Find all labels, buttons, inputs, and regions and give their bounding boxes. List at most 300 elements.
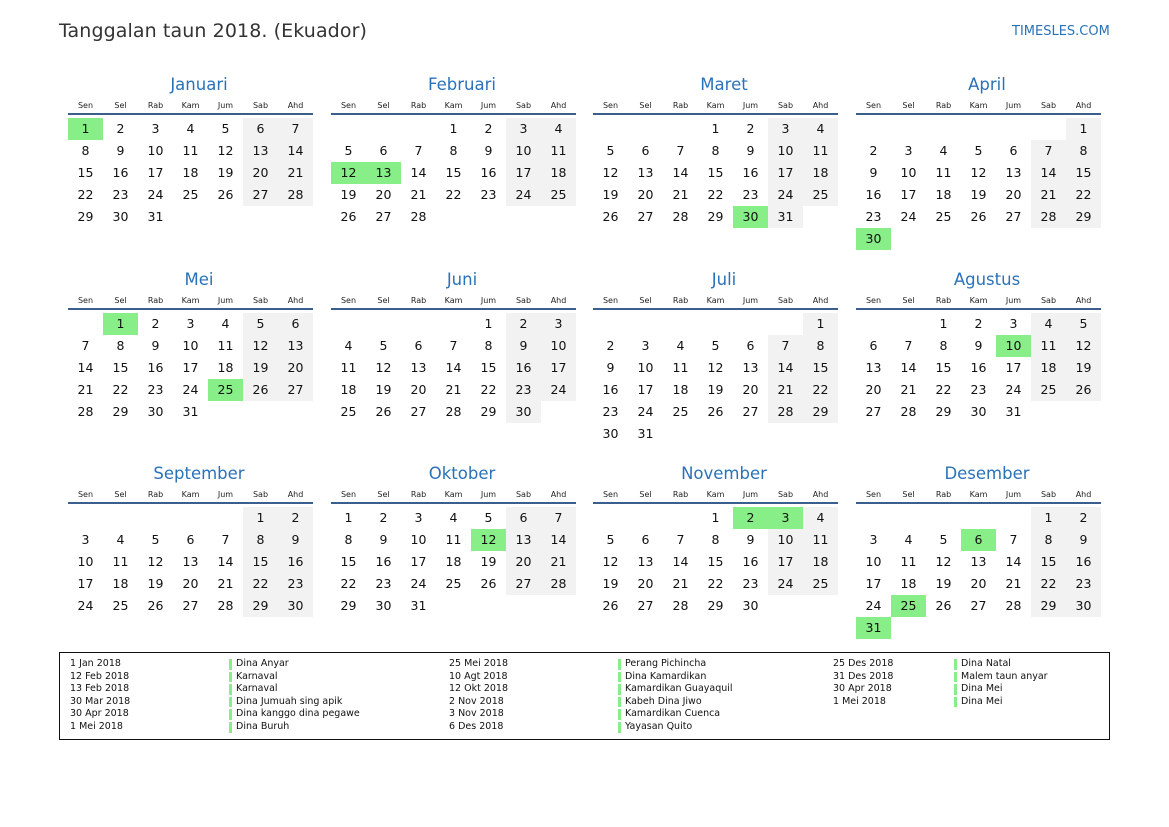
day-cell: 21 <box>1005 576 1022 591</box>
day-cell: 4 <box>449 510 458 525</box>
day-cell: 25 <box>672 404 689 419</box>
day-cell: 15 <box>803 357 838 379</box>
day-cell: 28 <box>410 209 427 224</box>
day-cell: 20 <box>742 382 759 397</box>
week-row <box>68 379 313 401</box>
day-cell: 18 <box>935 187 952 202</box>
day-cell: 14 <box>445 360 462 375</box>
day-cell: 3 <box>768 118 803 140</box>
day-cell: 14 <box>278 140 313 162</box>
day-cell: 17 <box>147 165 164 180</box>
day-cell: 8 <box>1031 529 1066 551</box>
week-row <box>856 184 1101 206</box>
day-cell: 22 <box>1066 184 1101 206</box>
empty-cell <box>1066 617 1101 639</box>
week-row <box>68 551 313 573</box>
week-row <box>856 206 1101 228</box>
weekday-label: Rab <box>935 101 952 110</box>
day-cell: 2 <box>746 121 755 136</box>
day-cell: 31 <box>637 426 654 441</box>
day-cell: 6 <box>506 507 541 529</box>
weekday-label: Ahd <box>1075 490 1092 499</box>
empty-cell <box>926 617 961 639</box>
day-cell: 4 <box>116 532 125 547</box>
weekday-header <box>331 295 576 306</box>
week-row <box>856 357 1101 379</box>
empty-cell <box>856 118 891 140</box>
weekday-label: Ahd <box>812 101 829 110</box>
header-rule <box>68 502 313 504</box>
header-rule <box>68 113 313 115</box>
day-cell: 26 <box>217 187 234 202</box>
day-cell: 18 <box>340 382 357 397</box>
day-cell: 9 <box>606 360 615 375</box>
day-cell: 8 <box>939 338 948 353</box>
empty-cell <box>891 228 926 250</box>
empty-cell <box>471 206 506 228</box>
week-row <box>331 595 576 617</box>
day-cell: 7 <box>278 118 313 140</box>
weekday-label: Sab <box>515 101 532 110</box>
day-cell: 17 <box>1005 360 1022 375</box>
day-cell: 28 <box>1031 206 1066 228</box>
empty-cell <box>961 507 996 529</box>
empty-cell <box>68 313 103 335</box>
weekday-header <box>856 489 1101 500</box>
day-cell: 9 <box>151 338 160 353</box>
weekday-label: Kam <box>706 296 725 305</box>
week-row <box>593 184 838 206</box>
legend-holiday-name: Perang Pichincha <box>625 658 733 671</box>
month-maret <box>593 75 838 228</box>
day-cell: 2 <box>278 507 313 529</box>
empty-cell <box>208 507 243 529</box>
day-cell: 28 <box>672 598 689 613</box>
day-cell: 10 <box>77 554 94 569</box>
day-cell: 4 <box>803 507 838 529</box>
day-cell: 23 <box>742 576 759 591</box>
weekday-label: Ahd <box>1075 101 1092 110</box>
week-row <box>856 140 1101 162</box>
empty-cell <box>401 313 436 335</box>
legend-date: 12 Okt 2018 <box>449 683 509 695</box>
day-cell: 13 <box>1005 165 1022 180</box>
empty-cell <box>663 313 698 335</box>
weekday-label: Sel <box>377 101 390 110</box>
day-cell: 4 <box>541 118 576 140</box>
day-cell: 28 <box>900 404 917 419</box>
empty-cell <box>436 313 471 335</box>
weekday-label: Rab <box>410 101 427 110</box>
empty-cell <box>278 401 313 423</box>
day-cell: 25 <box>112 598 129 613</box>
day-cell: 3 <box>81 532 90 547</box>
day-cell: 21 <box>900 382 917 397</box>
day-cell: 5 <box>606 143 615 158</box>
header-rule <box>593 113 838 115</box>
holiday-day-cell: 6 <box>961 529 996 551</box>
month-februari <box>331 75 576 228</box>
weekday-label: Sab <box>252 296 269 305</box>
empty-cell <box>366 313 401 335</box>
weekday-label: Kam <box>444 296 463 305</box>
day-cell: 9 <box>1066 529 1101 551</box>
weekday-label: Sab <box>252 490 269 499</box>
empty-cell <box>541 401 576 423</box>
day-cell: 7 <box>676 143 685 158</box>
weekday-label: Sen <box>602 490 619 499</box>
day-cell: 17 <box>768 162 803 184</box>
week-row <box>331 313 576 335</box>
empty-cell <box>1066 228 1101 250</box>
day-cell: 23 <box>602 404 619 419</box>
empty-cell <box>891 617 926 639</box>
day-cell: 13 <box>506 529 541 551</box>
day-cell: 27 <box>182 598 199 613</box>
day-cell: 8 <box>711 532 720 547</box>
day-cell: 16 <box>742 554 759 569</box>
week-row <box>856 118 1101 140</box>
day-cell: 14 <box>768 357 803 379</box>
day-cell: 12 <box>243 335 278 357</box>
weekday-label: Sen <box>602 296 619 305</box>
day-cell: 24 <box>768 573 803 595</box>
week-row <box>856 335 1101 357</box>
day-cell: 19 <box>602 576 619 591</box>
week-row <box>856 617 1101 639</box>
weekday-label: Ahd <box>1075 296 1092 305</box>
day-cell: 1 <box>484 316 493 331</box>
week-row <box>331 184 576 206</box>
weekday-label: Jum <box>1005 296 1022 305</box>
weekday-header <box>68 100 313 111</box>
day-cell: 22 <box>480 382 497 397</box>
weekday-header <box>68 489 313 500</box>
empty-cell <box>471 595 506 617</box>
header-rule <box>331 502 576 504</box>
day-cell: 1 <box>449 121 458 136</box>
day-cell: 21 <box>768 379 803 401</box>
day-cell: 24 <box>506 184 541 206</box>
day-cell: 20 <box>506 551 541 573</box>
day-cell: 15 <box>935 360 952 375</box>
empty-cell <box>278 206 313 228</box>
weekday-label: Rab <box>672 296 689 305</box>
page-title: Tanggalan taun 2018. (Ekuador) <box>59 20 367 42</box>
day-cell: 26 <box>340 209 357 224</box>
day-cell: 18 <box>112 576 129 591</box>
day-cell: 22 <box>112 382 129 397</box>
day-cell: 8 <box>803 335 838 357</box>
day-cell: 31 <box>182 404 199 419</box>
legend-names-col-3 <box>957 658 1048 708</box>
weekday-label: Ahd <box>550 490 567 499</box>
day-cell: 9 <box>869 165 878 180</box>
day-cell: 25 <box>445 576 462 591</box>
weekday-header <box>593 295 838 306</box>
empty-cell <box>68 507 103 529</box>
weekday-label: Sel <box>902 296 915 305</box>
empty-cell <box>1031 617 1066 639</box>
day-cell: 14 <box>77 360 94 375</box>
day-cell: 17 <box>182 360 199 375</box>
day-cell: 10 <box>182 338 199 353</box>
day-cell: 8 <box>116 338 125 353</box>
week-row <box>68 529 313 551</box>
day-cell: 13 <box>182 554 199 569</box>
weekday-header <box>68 295 313 306</box>
day-cell: 13 <box>637 165 654 180</box>
week-row <box>593 551 838 573</box>
day-cell: 7 <box>676 532 685 547</box>
day-cell: 5 <box>974 143 983 158</box>
empty-cell <box>891 507 926 529</box>
weekday-header <box>856 100 1101 111</box>
week-row <box>593 118 838 140</box>
day-cell: 29 <box>707 598 724 613</box>
weekday-label: Sab <box>1040 296 1057 305</box>
legend-holiday-name: Dina kanggo dina pegawe <box>236 708 360 720</box>
day-cell: 27 <box>410 404 427 419</box>
day-cell: 2 <box>974 316 983 331</box>
empty-cell <box>698 423 733 445</box>
day-cell: 19 <box>1066 357 1101 379</box>
day-cell: 29 <box>803 401 838 423</box>
day-cell: 16 <box>278 551 313 573</box>
week-row <box>331 162 576 184</box>
legend-date: 10 Agt 2018 <box>449 670 508 682</box>
day-cell: 18 <box>803 162 838 184</box>
day-cell: 19 <box>340 187 357 202</box>
weekday-label: Sel <box>377 296 390 305</box>
holiday-legend <box>59 652 1110 740</box>
day-cell: 16 <box>506 357 541 379</box>
month-juli <box>593 270 838 445</box>
day-cell: 14 <box>1005 554 1022 569</box>
day-cell: 20 <box>243 162 278 184</box>
week-row <box>68 335 313 357</box>
week-row <box>856 228 1101 250</box>
legend-holiday-name: Kamardikan Cuenca <box>625 708 733 721</box>
day-cell: 18 <box>541 162 576 184</box>
day-cell: 25 <box>935 209 952 224</box>
day-cell: 24 <box>768 184 803 206</box>
weekday-label: Sel <box>639 296 652 305</box>
empty-cell <box>331 118 366 140</box>
day-cell: 27 <box>637 209 654 224</box>
day-cell: 12 <box>602 554 619 569</box>
weekday-label: Ahd <box>812 490 829 499</box>
day-cell: 21 <box>77 382 94 397</box>
day-cell: 11 <box>672 360 689 375</box>
holiday-day-cell: 12 <box>331 162 366 184</box>
weekday-label: Rab <box>410 490 427 499</box>
day-cell: 25 <box>182 187 199 202</box>
day-cell: 27 <box>1005 209 1022 224</box>
weekday-label: Sen <box>865 101 882 110</box>
empty-cell <box>961 118 996 140</box>
empty-cell <box>663 118 698 140</box>
day-cell: 27 <box>742 404 759 419</box>
month-oktober <box>331 464 576 617</box>
legend-holiday-name: Dina Natal <box>961 658 1048 671</box>
empty-cell <box>331 313 366 335</box>
day-cell: 25 <box>541 184 576 206</box>
weekday-label: Ahd <box>812 296 829 305</box>
day-cell: 9 <box>746 532 755 547</box>
day-cell: 12 <box>147 554 164 569</box>
day-cell: 30 <box>602 426 619 441</box>
day-cell: 19 <box>602 187 619 202</box>
weekday-label: Kam <box>969 296 988 305</box>
day-cell: 16 <box>970 360 987 375</box>
day-cell: 1 <box>939 316 948 331</box>
day-cell: 7 <box>449 338 458 353</box>
day-cell: 5 <box>711 338 720 353</box>
day-cell: 7 <box>541 507 576 529</box>
day-cell: 5 <box>484 510 493 525</box>
day-cell: 5 <box>221 121 230 136</box>
legend-holiday-name: Dina Mei <box>961 696 1048 709</box>
day-cell: 26 <box>602 598 619 613</box>
day-cell: 13 <box>970 554 987 569</box>
day-cell: 11 <box>112 554 129 569</box>
day-cell: 15 <box>243 551 278 573</box>
day-cell: 29 <box>935 404 952 419</box>
holiday-day-cell: 3 <box>768 507 803 529</box>
day-cell: 8 <box>1066 140 1101 162</box>
week-row <box>68 162 313 184</box>
day-cell: 4 <box>344 338 353 353</box>
day-cell: 17 <box>77 576 94 591</box>
day-cell: 7 <box>81 338 90 353</box>
day-cell: 13 <box>865 360 882 375</box>
empty-cell <box>1066 401 1101 423</box>
week-row <box>331 140 576 162</box>
weekday-label: Sen <box>77 296 94 305</box>
day-cell: 15 <box>340 554 357 569</box>
day-cell: 21 <box>217 576 234 591</box>
empty-cell <box>243 206 278 228</box>
day-cell: 29 <box>1031 595 1066 617</box>
week-row <box>593 423 838 445</box>
day-cell: 3 <box>1009 316 1018 331</box>
week-row <box>593 595 838 617</box>
week-row <box>593 357 838 379</box>
day-cell: 18 <box>217 360 234 375</box>
site-link[interactable]: TIMESLES.COM <box>1012 24 1110 39</box>
day-cell: 11 <box>935 165 952 180</box>
weekday-label: Ahd <box>287 101 304 110</box>
day-cell: 22 <box>243 573 278 595</box>
week-row <box>68 573 313 595</box>
day-cell: 12 <box>970 165 987 180</box>
holiday-day-cell: 30 <box>733 206 768 228</box>
weekday-label: Kam <box>969 101 988 110</box>
weekday-label: Ahd <box>550 101 567 110</box>
day-cell: 7 <box>768 335 803 357</box>
legend-dates-col-3 <box>833 658 893 708</box>
month-name: September <box>153 464 245 483</box>
weekday-label: Ahd <box>287 296 304 305</box>
day-cell: 9 <box>116 143 125 158</box>
day-cell: 24 <box>182 382 199 397</box>
day-cell: 11 <box>445 532 462 547</box>
day-cell: 25 <box>803 573 838 595</box>
holiday-day-cell: 1 <box>68 118 103 140</box>
day-cell: 2 <box>484 121 493 136</box>
day-cell: 30 <box>147 404 164 419</box>
header-rule <box>856 308 1101 310</box>
weekday-header <box>856 295 1101 306</box>
day-cell: 22 <box>803 379 838 401</box>
day-cell: 1 <box>711 121 720 136</box>
day-cell: 26 <box>375 404 392 419</box>
day-cell: 16 <box>602 382 619 397</box>
week-row <box>331 551 576 573</box>
empty-cell <box>856 507 891 529</box>
empty-cell <box>926 228 961 250</box>
weekday-label: Sen <box>602 101 619 110</box>
empty-cell <box>103 507 138 529</box>
day-cell: 26 <box>147 598 164 613</box>
day-cell: 3 <box>904 143 913 158</box>
weekday-label: Jum <box>480 490 497 499</box>
day-cell: 15 <box>1031 551 1066 573</box>
empty-cell <box>366 118 401 140</box>
week-row <box>856 595 1101 617</box>
weekday-label: Jum <box>217 101 234 110</box>
day-cell: 11 <box>900 554 917 569</box>
day-cell: 6 <box>186 532 195 547</box>
weekday-label: Sab <box>515 296 532 305</box>
day-cell: 6 <box>641 532 650 547</box>
day-cell: 1 <box>803 313 838 335</box>
day-cell: 10 <box>900 165 917 180</box>
day-cell: 1 <box>344 510 353 525</box>
day-cell: 1 <box>243 507 278 529</box>
day-cell: 12 <box>1066 335 1101 357</box>
empty-cell <box>541 595 576 617</box>
legend-date: 25 Des 2018 <box>833 658 894 669</box>
month-desember <box>856 464 1101 639</box>
day-cell: 20 <box>865 382 882 397</box>
empty-cell <box>663 423 698 445</box>
weekday-label: Jum <box>480 101 497 110</box>
day-cell: 23 <box>970 382 987 397</box>
day-cell: 10 <box>637 360 654 375</box>
week-row <box>856 162 1101 184</box>
day-cell: 8 <box>81 143 90 158</box>
day-cell: 11 <box>217 338 234 353</box>
day-cell: 25 <box>1031 379 1066 401</box>
weekday-label: Jum <box>742 101 759 110</box>
day-cell: 21 <box>672 576 689 591</box>
day-cell: 25 <box>803 184 838 206</box>
month-mei <box>68 270 313 423</box>
day-cell: 23 <box>278 573 313 595</box>
week-row <box>593 140 838 162</box>
empty-cell <box>663 507 698 529</box>
legend-names-col-1 <box>232 658 360 734</box>
empty-cell <box>961 228 996 250</box>
weekday-label: Jum <box>217 296 234 305</box>
empty-cell <box>698 313 733 335</box>
day-cell: 14 <box>1031 162 1066 184</box>
day-cell: 11 <box>182 143 199 158</box>
day-cell: 27 <box>970 598 987 613</box>
legend-names-col-2 <box>621 658 733 734</box>
